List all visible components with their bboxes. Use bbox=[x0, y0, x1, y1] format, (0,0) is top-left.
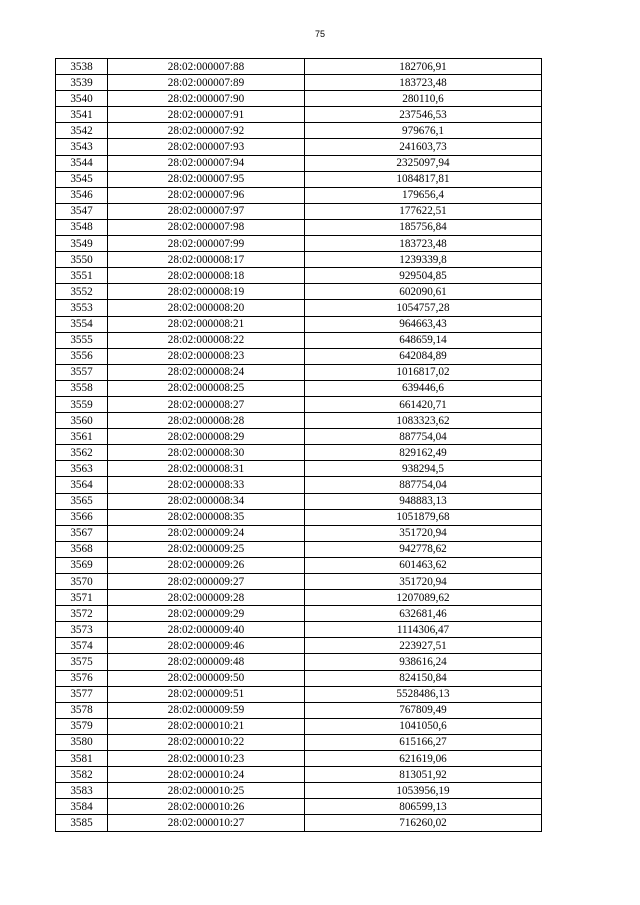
table-row bbox=[56, 91, 542, 107]
row-number-cell: 3556 bbox=[56, 348, 108, 364]
cadastral-value-cell: 1051879,68 bbox=[305, 509, 542, 525]
cadastral-value-cell: 887754,04 bbox=[305, 477, 542, 493]
table-row bbox=[56, 734, 542, 750]
table-row bbox=[56, 590, 542, 606]
cadastral-number-cell: 28:02:000008:33 bbox=[108, 477, 305, 493]
cadastral-number-cell: 28:02:000009:29 bbox=[108, 606, 305, 622]
cadastral-number-cell: 28:02:000007:89 bbox=[108, 75, 305, 91]
cadastral-number-cell: 28:02:000008:23 bbox=[108, 348, 305, 364]
cadastral-value-cell: 1239339,8 bbox=[305, 252, 542, 268]
table-row bbox=[56, 622, 542, 638]
table-row bbox=[56, 686, 542, 702]
cadastral-number-cell: 28:02:000008:28 bbox=[108, 413, 305, 429]
cadastral-value-cell: 615166,27 bbox=[305, 734, 542, 750]
table-row bbox=[56, 75, 542, 91]
cadastral-value-cell: 639446,6 bbox=[305, 380, 542, 396]
row-number-cell: 3557 bbox=[56, 364, 108, 380]
cadastral-value-cell: 813051,92 bbox=[305, 767, 542, 783]
cadastral-number-cell: 28:02:000008:31 bbox=[108, 461, 305, 477]
row-number-cell: 3568 bbox=[56, 541, 108, 557]
table-row bbox=[56, 236, 542, 252]
cadastral-value-cell: 2325097,94 bbox=[305, 155, 542, 171]
cadastral-value-cell: 241603,73 bbox=[305, 139, 542, 155]
row-number-cell: 3566 bbox=[56, 509, 108, 525]
cadastral-value-cell: 185756,84 bbox=[305, 219, 542, 235]
table-row bbox=[56, 380, 542, 396]
cadastral-number-cell: 28:02:000007:98 bbox=[108, 219, 305, 235]
cadastral-number-cell: 28:02:000009:40 bbox=[108, 622, 305, 638]
row-number-cell: 3570 bbox=[56, 574, 108, 590]
row-number-cell: 3563 bbox=[56, 461, 108, 477]
cadastral-value-cell: 1016817,02 bbox=[305, 364, 542, 380]
table-row bbox=[56, 702, 542, 718]
cadastral-value-cell: 601463,62 bbox=[305, 557, 542, 573]
cadastral-number-cell: 28:02:000008:25 bbox=[108, 380, 305, 396]
row-number-cell: 3572 bbox=[56, 606, 108, 622]
cadastral-number-cell: 28:02:000007:99 bbox=[108, 236, 305, 252]
cadastral-number-cell: 28:02:000007:94 bbox=[108, 155, 305, 171]
table-row bbox=[56, 348, 542, 364]
cadastral-value-cell: 648659,14 bbox=[305, 332, 542, 348]
table-row bbox=[56, 767, 542, 783]
cadastral-number-cell: 28:02:000007:97 bbox=[108, 203, 305, 219]
table-row bbox=[56, 203, 542, 219]
table-row bbox=[56, 268, 542, 284]
cadastral-number-cell: 28:02:000010:26 bbox=[108, 799, 305, 815]
cadastral-value-cell: 182706,91 bbox=[305, 59, 542, 75]
cadastral-value-cell: 824150,84 bbox=[305, 670, 542, 686]
cadastral-number-cell: 28:02:000008:34 bbox=[108, 493, 305, 509]
table-row bbox=[56, 461, 542, 477]
cadastral-number-cell: 28:02:000008:30 bbox=[108, 445, 305, 461]
row-number-cell: 3569 bbox=[56, 557, 108, 573]
cadastral-value-cell: 661420,71 bbox=[305, 396, 542, 412]
cadastral-number-cell: 28:02:000008:18 bbox=[108, 268, 305, 284]
table-body bbox=[56, 59, 542, 832]
table-row bbox=[56, 123, 542, 139]
cadastral-value-cell: 1054757,28 bbox=[305, 300, 542, 316]
row-number-cell: 3561 bbox=[56, 429, 108, 445]
table-row bbox=[56, 252, 542, 268]
cadastral-value-cell: 177622,51 bbox=[305, 203, 542, 219]
row-number-cell: 3576 bbox=[56, 670, 108, 686]
cadastral-number-cell: 28:02:000009:50 bbox=[108, 670, 305, 686]
row-number-cell: 3571 bbox=[56, 590, 108, 606]
cadastral-number-cell: 28:02:000007:91 bbox=[108, 107, 305, 123]
table-row bbox=[56, 815, 542, 831]
cadastral-number-cell: 28:02:000010:25 bbox=[108, 783, 305, 799]
cadastral-value-cell: 351720,94 bbox=[305, 525, 542, 541]
table-row bbox=[56, 493, 542, 509]
cadastral-value-cell: 1083323,62 bbox=[305, 413, 542, 429]
table-row bbox=[56, 139, 542, 155]
table-row bbox=[56, 670, 542, 686]
cadastral-value-cell: 887754,04 bbox=[305, 429, 542, 445]
table-row bbox=[56, 574, 542, 590]
row-number-cell: 3564 bbox=[56, 477, 108, 493]
row-number-cell: 3542 bbox=[56, 123, 108, 139]
row-number-cell: 3565 bbox=[56, 493, 108, 509]
cadastral-value-cell: 632681,46 bbox=[305, 606, 542, 622]
cadastral-value-cell: 351720,94 bbox=[305, 574, 542, 590]
row-number-cell: 3553 bbox=[56, 300, 108, 316]
row-number-cell: 3551 bbox=[56, 268, 108, 284]
cadastral-value-cell: 938616,24 bbox=[305, 654, 542, 670]
cadastral-number-cell: 28:02:000007:95 bbox=[108, 171, 305, 187]
cadastral-number-cell: 28:02:000009:26 bbox=[108, 557, 305, 573]
row-number-cell: 3584 bbox=[56, 799, 108, 815]
cadastral-number-cell: 28:02:000010:21 bbox=[108, 718, 305, 734]
table-row bbox=[56, 541, 542, 557]
row-number-cell: 3547 bbox=[56, 203, 108, 219]
cadastral-number-cell: 28:02:000009:27 bbox=[108, 574, 305, 590]
cadastral-number-cell: 28:02:000009:51 bbox=[108, 686, 305, 702]
cadastral-value-cell: 223927,51 bbox=[305, 638, 542, 654]
row-number-cell: 3574 bbox=[56, 638, 108, 654]
row-number-cell: 3579 bbox=[56, 718, 108, 734]
cadastral-value-cell: 938294,5 bbox=[305, 461, 542, 477]
table-row bbox=[56, 396, 542, 412]
cadastral-number-cell: 28:02:000008:24 bbox=[108, 364, 305, 380]
row-number-cell: 3552 bbox=[56, 284, 108, 300]
row-number-cell: 3582 bbox=[56, 767, 108, 783]
cadastral-number-cell: 28:02:000008:22 bbox=[108, 332, 305, 348]
row-number-cell: 3559 bbox=[56, 396, 108, 412]
table-row bbox=[56, 525, 542, 541]
cadastral-number-cell: 28:02:000007:88 bbox=[108, 59, 305, 75]
table-row bbox=[56, 509, 542, 525]
row-number-cell: 3577 bbox=[56, 686, 108, 702]
cadastral-number-cell: 28:02:000008:27 bbox=[108, 396, 305, 412]
cadastral-value-cell: 929504,85 bbox=[305, 268, 542, 284]
cadastral-value-cell: 964663,43 bbox=[305, 316, 542, 332]
table-row bbox=[56, 171, 542, 187]
row-number-cell: 3580 bbox=[56, 734, 108, 750]
row-number-cell: 3538 bbox=[56, 59, 108, 75]
table-row bbox=[56, 799, 542, 815]
cadastral-value-cell: 948883,13 bbox=[305, 493, 542, 509]
table-row bbox=[56, 654, 542, 670]
cadastral-number-cell: 28:02:000009:48 bbox=[108, 654, 305, 670]
table-row bbox=[56, 284, 542, 300]
table-row bbox=[56, 751, 542, 767]
cadastral-number-cell: 28:02:000009:25 bbox=[108, 541, 305, 557]
row-number-cell: 3560 bbox=[56, 413, 108, 429]
row-number-cell: 3540 bbox=[56, 91, 108, 107]
table-row bbox=[56, 445, 542, 461]
cadastral-number-cell: 28:02:000008:17 bbox=[108, 252, 305, 268]
cadastral-value-cell: 183723,48 bbox=[305, 75, 542, 91]
cadastral-number-cell: 28:02:000007:93 bbox=[108, 139, 305, 155]
cadastral-value-cell: 1053956,19 bbox=[305, 783, 542, 799]
table-row bbox=[56, 718, 542, 734]
cadastral-number-cell: 28:02:000010:24 bbox=[108, 767, 305, 783]
cadastral-number-cell: 28:02:000008:35 bbox=[108, 509, 305, 525]
cadastral-value-cell: 1114306,47 bbox=[305, 622, 542, 638]
cadastral-value-cell: 280110,6 bbox=[305, 91, 542, 107]
cadastral-number-cell: 28:02:000009:28 bbox=[108, 590, 305, 606]
cadastral-value-cell: 767809,49 bbox=[305, 702, 542, 718]
row-number-cell: 3550 bbox=[56, 252, 108, 268]
row-number-cell: 3578 bbox=[56, 702, 108, 718]
cadastral-value-table bbox=[55, 58, 542, 832]
row-number-cell: 3585 bbox=[56, 815, 108, 831]
cadastral-value-cell: 179656,4 bbox=[305, 187, 542, 203]
table-row bbox=[56, 477, 542, 493]
row-number-cell: 3573 bbox=[56, 622, 108, 638]
table-row bbox=[56, 413, 542, 429]
cadastral-number-cell: 28:02:000010:23 bbox=[108, 751, 305, 767]
cadastral-number-cell: 28:02:000009:59 bbox=[108, 702, 305, 718]
cadastral-number-cell: 28:02:000008:29 bbox=[108, 429, 305, 445]
table-row bbox=[56, 187, 542, 203]
cadastral-value-cell: 716260,02 bbox=[305, 815, 542, 831]
table-row bbox=[56, 606, 542, 622]
cadastral-value-cell: 1207089,62 bbox=[305, 590, 542, 606]
table-row bbox=[56, 783, 542, 799]
cadastral-value-cell: 602090,61 bbox=[305, 284, 542, 300]
row-number-cell: 3543 bbox=[56, 139, 108, 155]
cadastral-value-cell: 5528486,13 bbox=[305, 686, 542, 702]
row-number-cell: 3546 bbox=[56, 187, 108, 203]
cadastral-number-cell: 28:02:000008:21 bbox=[108, 316, 305, 332]
table-row bbox=[56, 364, 542, 380]
cadastral-value-cell: 806599,13 bbox=[305, 799, 542, 815]
table-row bbox=[56, 59, 542, 75]
cadastral-number-cell: 28:02:000010:22 bbox=[108, 734, 305, 750]
row-number-cell: 3539 bbox=[56, 75, 108, 91]
table-row bbox=[56, 429, 542, 445]
row-number-cell: 3583 bbox=[56, 783, 108, 799]
cadastral-number-cell: 28:02:000007:92 bbox=[108, 123, 305, 139]
cadastral-number-cell: 28:02:000008:20 bbox=[108, 300, 305, 316]
row-number-cell: 3581 bbox=[56, 751, 108, 767]
row-number-cell: 3567 bbox=[56, 525, 108, 541]
table-row bbox=[56, 638, 542, 654]
table-row bbox=[56, 557, 542, 573]
cadastral-value-cell: 1041050,6 bbox=[305, 718, 542, 734]
table-row bbox=[56, 316, 542, 332]
row-number-cell: 3562 bbox=[56, 445, 108, 461]
cadastral-number-cell: 28:02:000009:46 bbox=[108, 638, 305, 654]
cadastral-number-cell: 28:02:000008:19 bbox=[108, 284, 305, 300]
cadastral-number-cell: 28:02:000009:24 bbox=[108, 525, 305, 541]
cadastral-number-cell: 28:02:000007:96 bbox=[108, 187, 305, 203]
cadastral-value-cell: 1084817,81 bbox=[305, 171, 542, 187]
cadastral-value-cell: 829162,49 bbox=[305, 445, 542, 461]
cadastral-number-cell: 28:02:000007:90 bbox=[108, 91, 305, 107]
row-number-cell: 3548 bbox=[56, 219, 108, 235]
row-number-cell: 3549 bbox=[56, 236, 108, 252]
table-row bbox=[56, 219, 542, 235]
table-row bbox=[56, 155, 542, 171]
cadastral-value-cell: 237546,53 bbox=[305, 107, 542, 123]
row-number-cell: 3545 bbox=[56, 171, 108, 187]
cadastral-value-cell: 642084,89 bbox=[305, 348, 542, 364]
row-number-cell: 3544 bbox=[56, 155, 108, 171]
row-number-cell: 3558 bbox=[56, 380, 108, 396]
row-number-cell: 3575 bbox=[56, 654, 108, 670]
page-number: 75 bbox=[314, 29, 325, 39]
cadastral-value-cell: 183723,48 bbox=[305, 236, 542, 252]
cadastral-value-cell: 979676,1 bbox=[305, 123, 542, 139]
row-number-cell: 3541 bbox=[56, 107, 108, 123]
row-number-cell: 3555 bbox=[56, 332, 108, 348]
cadastral-value-cell: 621619,06 bbox=[305, 751, 542, 767]
cadastral-number-cell: 28:02:000010:27 bbox=[108, 815, 305, 831]
table-row bbox=[56, 300, 542, 316]
cadastral-value-cell: 942778,62 bbox=[305, 541, 542, 557]
table-row bbox=[56, 332, 542, 348]
row-number-cell: 3554 bbox=[56, 316, 108, 332]
table-row bbox=[56, 107, 542, 123]
